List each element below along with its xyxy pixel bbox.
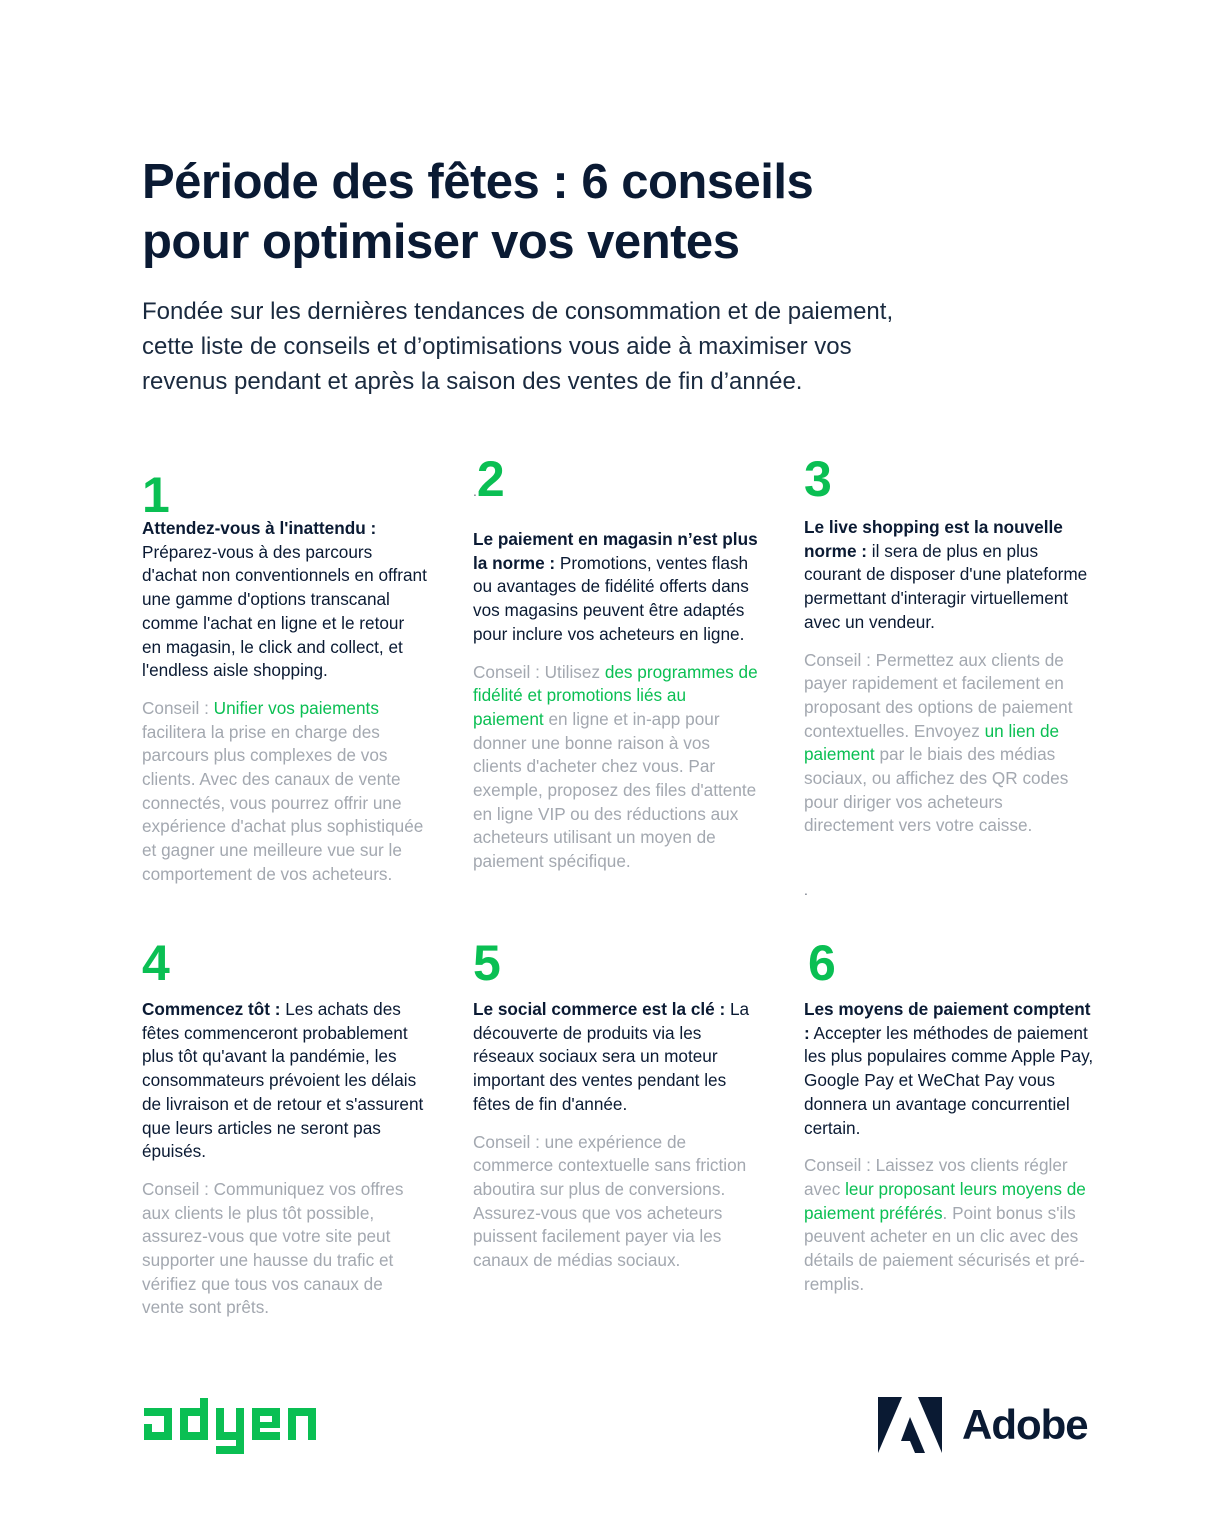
tip-3-body [804,516,1094,635]
tip-1-advice-suffix: facilitera la prise en charge des parcours plus complexes de vos clients. Avec des canaux de vente connectés, vous pourrez offrir une expérience d'achat plus sophistiquée et gagner une meilleure vue sur le comportement de vos acheteurs. [142,721,424,884]
tip-6-advice-link[interactable]: leur proposant leurs moyens de paiement préférés [804,1178,1086,1223]
tip-4-advice-prefix: Conseil : Communiquez vos offres aux clients le plus tôt possible, assurez-vous que votre site peut supporter une hausse du trafic et vérifiez que tous vos canaux de vente sont prêts. [142,1178,404,1318]
adyen-logo-letter-e [252,1408,280,1440]
tip-4-advice [142,1178,427,1320]
tip-6 [804,935,1094,1296]
tip-1-text: Préparez-vous à des parcours d'achat non conventionnels en offrant une gamme d'options transcanal comme l'achat en ligne et le retour en magasin, le click and collect, et l'endless aisle shopping. [142,541,427,681]
tip-1-heading: Attendez-vous à l'inattendu : [142,518,377,538]
tip-4-heading: Commencez tôt : [142,999,281,1019]
tip-3-advice-suffix: par le biais des médias sociaux, ou affichez des QR codes pour diriger vos acheteurs directement vers votre caisse. [804,744,1069,836]
tip-6-advice [804,1154,1094,1296]
page-title-line-2: pour optimiser vos ventes [142,215,740,269]
adobe-mark-right [918,1397,942,1453]
stray-dot: . [804,882,808,898]
tip-3-text: il sera de plus en plus courant de disposer d'une plateforme permettant d'interagir virtuellement avec un vendeur. [804,540,1088,632]
tip-6-advice-prefix: Conseil : Laissez vos clients régler avec [804,1155,1068,1199]
tip-2-stray-dot: . [473,483,477,499]
tip-2-advice-prefix: Conseil : Utilisez [473,661,605,682]
tip-1 [142,466,427,887]
adyen-logo-letter-y [216,1408,244,1454]
tip-2-heading: Le paiement en magasin n’est plus la norme : [473,529,758,573]
tip-4 [142,935,427,1320]
tip-2-advice-suffix: en ligne et in-app pour donner une bonne raison à vos clients d'acheter chez vous. Par exemple, proposez des files d'attente en ligne VIP ou des réductions aux acheteurs utilisant un moyen de paiement spécifique. [473,708,757,872]
tip-2 [473,451,758,874]
tip-6-heading: Les moyens de paiement comptent : [804,999,1091,1043]
tip-4-number: 4 [142,935,170,991]
tip-2-advice-link[interactable]: des programmes de fidélité et promotions liés au paiement [473,661,758,729]
tip-5-advice [473,1131,758,1273]
tip-6-text: Accepter les méthodes de paiement les plus populaires comme Apple Pay, Google Pay et WeChat Pay vous donnera un avantage concurrentiel certain. [804,1022,1094,1138]
tip-3 [804,451,1094,838]
tip-2-number [473,451,758,516]
tip-6-advice-suffix: . Point bonus s'ils peuvent acheter en un clic avec des détails de paiement sécurisés et pré-remplis. [804,1202,1085,1294]
tip-5-heading: Le social commerce est la clé : [473,999,726,1019]
tip-2-advice [473,661,758,874]
tip-4-text: Les achats des fêtes commenceront probablement plus tôt qu'avant la pandémie, les consommateurs prévoient les délais de livraison et de retour et s'assurent que leurs articles ne seront pas épuisés. [142,999,424,1162]
tip-1-advice-link[interactable]: Unifier vos paiements [213,697,379,718]
adobe-mark-left [878,1397,902,1453]
adyen-logo [142,1398,352,1460]
adobe-logo-mark [878,1397,944,1453]
tip-3-number: 3 [804,451,832,507]
tip-5-advice-prefix: Conseil : une expérience de commerce contextuelle sans friction aboutira sur plus de conversions. Assurez-vous que vos acheteurs puissent facilement payer via les canaux de médias sociaux. [473,1131,747,1271]
tip-5-text: La découverte de produits via les réseaux sociaux sera un moteur important des ventes pendant les fêtes de fin d'année. [473,999,750,1114]
tip-1-advice [142,697,427,887]
tip-3-advice-prefix: Conseil : Permettez aux clients de payer rapidement et facilement en proposant des options de paiement contextuelles. Envoyez [804,649,1073,741]
intro-paragraph: Fondée sur les dernières tendances de consommation et de paiement, cette liste de conseils et d’optimisations vous aide à maximiser vos revenus pendant et après la saison des ventes de fin d’année. [142,298,894,395]
tip-6-body [804,998,1094,1140]
tip-2-body [473,528,758,647]
tip-1-body [142,517,427,683]
tip-3-heading: Le live shopping est la nouvelle norme : [804,517,1063,561]
adyen-logo-letter-d [180,1398,208,1440]
adyen-logo-letter-n [288,1408,316,1440]
tip-5 [473,935,758,1273]
tip-6-number: 6 [808,935,836,991]
tip-1-number: 1 [142,467,170,523]
tip-3-advice-link[interactable]: un lien de paiement [804,720,1060,765]
tip-3-advice [804,649,1094,839]
tip-5-number: 5 [473,935,501,991]
page-title-line-1: Période des fêtes : 6 conseils [142,155,814,209]
adobe-wordmark: Adobe [962,1401,1088,1448]
adobe-mark-center [901,1417,925,1453]
tip-5-body [473,998,758,1117]
tip-4-body [142,998,427,1164]
tip-2-text: Promotions, ventes flash ou avantages de fidélité offerts dans vos magasins peuvent être adaptés pour inclure vos acheteurs en ligne. [473,552,749,644]
adyen-logo-letter-a [144,1408,172,1440]
tip-1-advice-prefix: Conseil : [142,697,214,718]
tip-2-number-value: 2 [476,451,505,507]
page-title [142,152,1042,272]
